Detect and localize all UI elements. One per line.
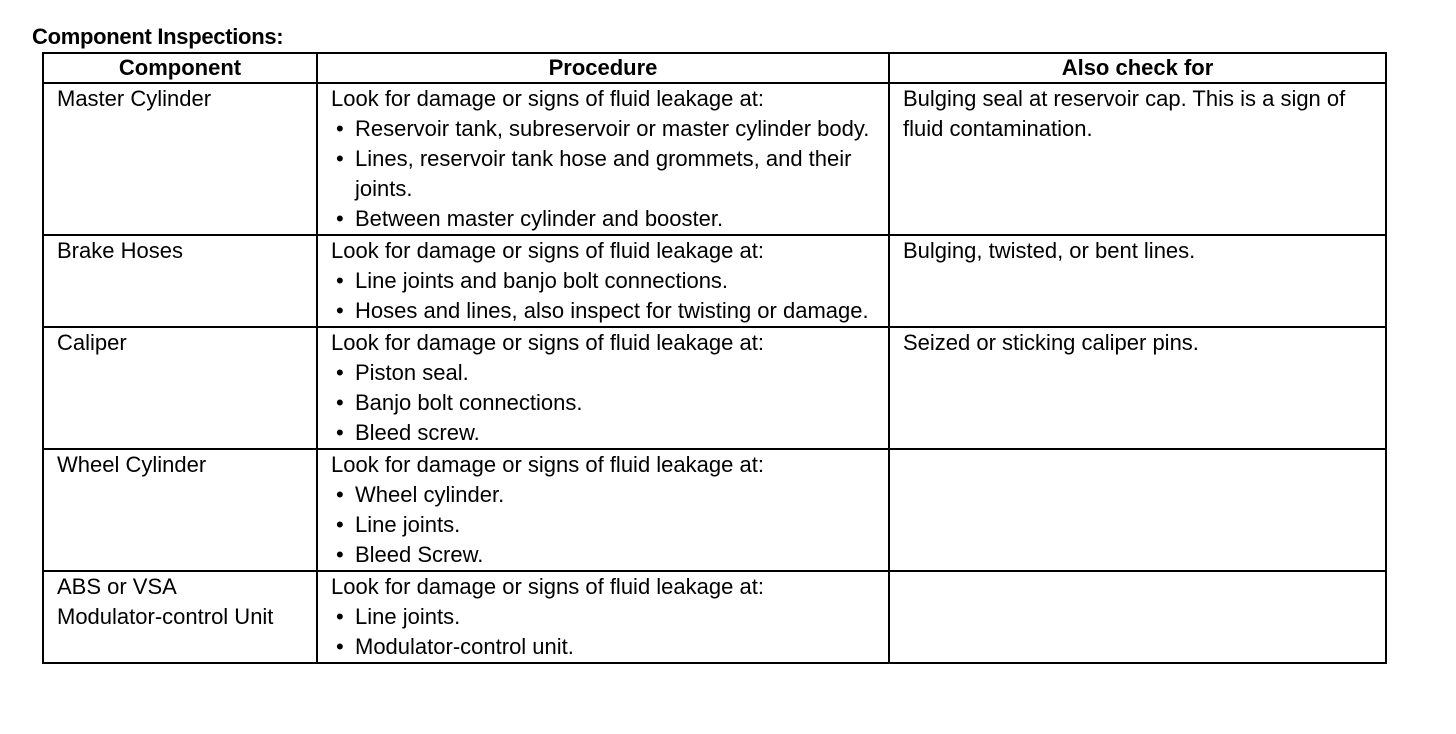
procedure-list — [331, 114, 882, 234]
procedure-list — [331, 266, 882, 326]
procedure-list — [331, 358, 882, 448]
procedure-intro: Look for damage or signs of fluid leakage at: — [331, 238, 764, 263]
procedure-cell — [317, 327, 889, 449]
header-also-check-for: Also check for — [889, 53, 1386, 83]
procedure-list — [331, 480, 882, 570]
table-row — [43, 83, 1386, 235]
procedure-item: • Bleed screw. — [331, 418, 882, 448]
inspection-table — [42, 52, 1387, 664]
procedure-intro: Look for damage or signs of fluid leakage at: — [331, 330, 764, 355]
procedure-item: • Line joints. — [331, 510, 882, 540]
component-cell: Brake Hoses — [43, 235, 317, 327]
component-cell: Wheel Cylinder — [43, 449, 317, 571]
procedure-item: • Banjo bolt connections. — [331, 388, 882, 418]
procedure-item: • Lines, reservoir tank hose and grommets, and their joints. — [331, 144, 882, 204]
procedure-item: • Piston seal. — [331, 358, 882, 388]
table-row — [43, 449, 1386, 571]
procedure-item: • Wheel cylinder. — [331, 480, 882, 510]
also-check-cell: Bulging, twisted, or bent lines. — [889, 235, 1386, 327]
header-procedure: Procedure — [317, 53, 889, 83]
table-row — [43, 571, 1386, 663]
page-title: Component Inspections: — [32, 24, 284, 49]
procedure-cell — [317, 83, 889, 235]
table-header-row — [43, 53, 1386, 83]
procedure-item: • Modulator-control unit. — [331, 632, 882, 662]
table-row — [43, 235, 1386, 327]
procedure-intro: Look for damage or signs of fluid leakage at: — [331, 452, 764, 477]
procedure-cell — [317, 571, 889, 663]
also-check-cell — [889, 449, 1386, 571]
also-check-cell — [889, 571, 1386, 663]
procedure-item: • Reservoir tank, subreservoir or master cylinder body. — [331, 114, 882, 144]
procedure-cell — [317, 235, 889, 327]
also-check-cell: Bulging seal at reservoir cap. This is a sign of fluid contamination. — [889, 83, 1386, 235]
component-cell: Master Cylinder — [43, 83, 317, 235]
header-component: Component — [43, 53, 317, 83]
procedure-item: • Between master cylinder and booster. — [331, 204, 882, 234]
procedure-item: • Line joints. — [331, 602, 882, 632]
component-cell: ABS or VSA Modulator-control Unit — [43, 571, 317, 663]
procedure-list — [331, 602, 882, 662]
procedure-item: • Hoses and lines, also inspect for twisting or damage. — [331, 296, 882, 326]
table-row — [43, 327, 1386, 449]
component-cell: Caliper — [43, 327, 317, 449]
also-check-cell: Seized or sticking caliper pins. — [889, 327, 1386, 449]
procedure-item: • Bleed Screw. — [331, 540, 882, 570]
procedure-cell — [317, 449, 889, 571]
procedure-intro: Look for damage or signs of fluid leakage at: — [331, 86, 764, 111]
procedure-intro: Look for damage or signs of fluid leakage at: — [331, 574, 764, 599]
procedure-item: • Line joints and banjo bolt connections. — [331, 266, 882, 296]
